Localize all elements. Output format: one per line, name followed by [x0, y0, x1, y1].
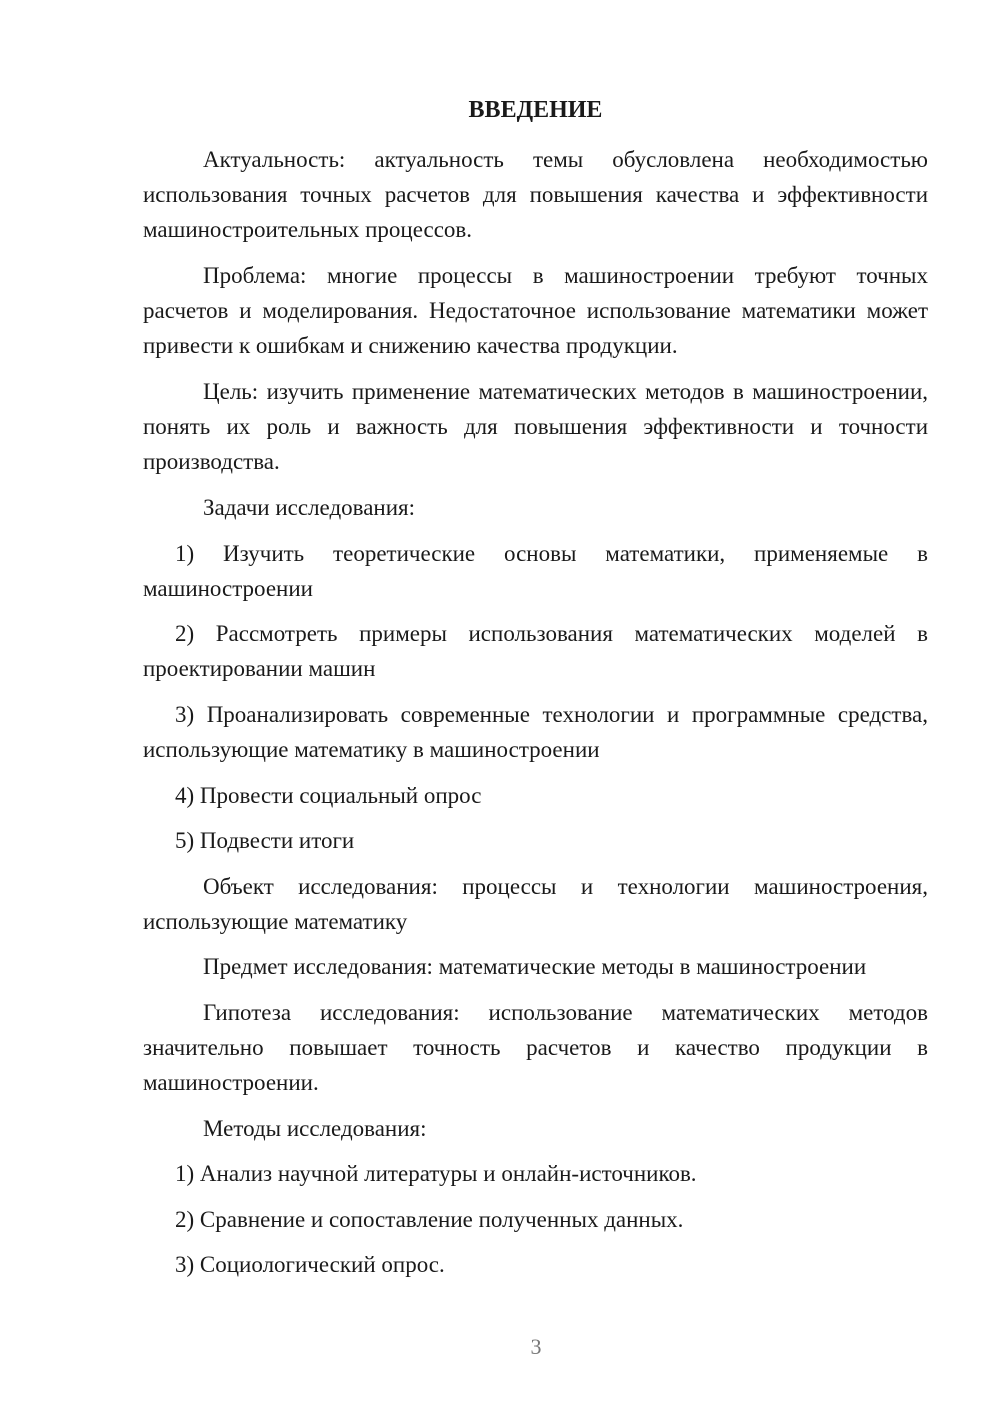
method-item-3: 3) Социологический опрос. [175, 1252, 445, 1277]
task-item-1: 1) Изучить теоретические основы математики, применяемые в машиностроении [143, 541, 928, 601]
task-item-3: 3) Проанализировать современные технологии и программные средства, использующие математику в машиностроении [143, 702, 928, 762]
methods-heading: Методы исследования: [203, 1116, 427, 1141]
task-item-2: 2) Рассмотреть примеры использования математических моделей в проектировании машин [143, 621, 928, 681]
method-item-1: 1) Анализ научной литературы и онлайн-источников. [175, 1161, 697, 1186]
hypothesis-paragraph: Гипотеза исследования: использование математических методов значительно повышает точность расчетов и качество продукции в машиностроении. [143, 1000, 928, 1095]
problem-paragraph: Проблема: многие процессы в машиностроении требуют точных расчетов и моделирования. Недостаточное использование математики может привести к ошибкам и снижению качества продукции. [143, 263, 928, 358]
page-title: ВВЕДЕНИЕ [468, 97, 603, 123]
relevance-paragraph: Актуальность: актуальность темы обусловлена необходимостью использования точных расчетов для повышения качества и эффективности машиностроительных процессов. [143, 147, 928, 242]
method-item-2: 2) Сравнение и сопоставление полученных данных. [175, 1207, 684, 1232]
goal-paragraph: Цель: изучить применение математических методов в машиностроении, понять их роль и важность для повышения эффективности и точности производства. [143, 379, 928, 474]
page-number: 3 [530, 1334, 542, 1359]
task-item-5: 5) Подвести итоги [175, 828, 355, 853]
subject-paragraph: Предмет исследования: математические методы в машиностроении [203, 954, 867, 979]
object-paragraph: Объект исследования: процессы и технологии машиностроения, использующие математику [143, 874, 928, 934]
tasks-heading: Задачи исследования: [203, 495, 416, 520]
task-item-4: 4) Провести социальный опрос [175, 783, 482, 808]
